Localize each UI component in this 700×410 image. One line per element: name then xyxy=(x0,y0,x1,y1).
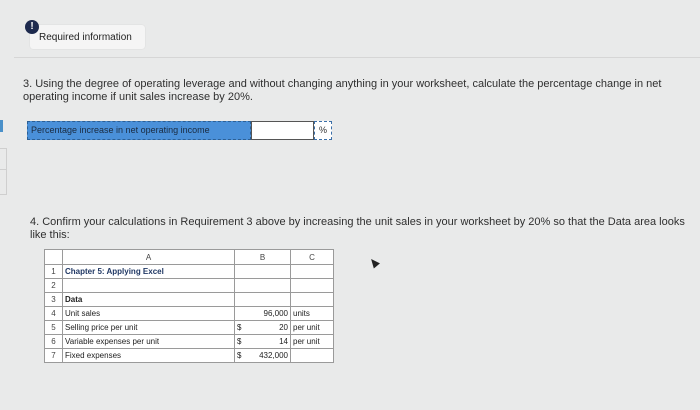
row-number: 7 xyxy=(45,349,63,363)
cell-c: per unit xyxy=(291,335,334,349)
cell-value: 14 xyxy=(279,337,288,346)
sheet-row xyxy=(45,265,334,279)
question-4-text: 4. Confirm your calculations in Requirement 3 above by increasing the unit sales in your worksheet by 20% so that the Data area looks like this: xyxy=(30,216,685,241)
cell-b xyxy=(235,349,291,363)
cell-b xyxy=(235,293,291,307)
cell-a xyxy=(63,279,235,293)
percentage-input[interactable] xyxy=(252,124,313,141)
answer-label: Percentage increase in net operating income xyxy=(27,121,251,140)
cell-value: 432,000 xyxy=(259,351,288,360)
percent-unit: % xyxy=(314,121,332,140)
cell-c: per unit xyxy=(291,321,334,335)
cell-a: Unit sales xyxy=(63,307,235,321)
cell-c xyxy=(291,349,334,363)
row-number: 4 xyxy=(45,307,63,321)
cell-value: 96,000 xyxy=(263,309,288,318)
sheet-row xyxy=(45,293,334,307)
sheet-row xyxy=(45,279,334,293)
column-header-a: A xyxy=(63,250,235,265)
mouse-cursor-icon xyxy=(368,256,380,268)
sheet-row xyxy=(45,349,334,363)
cell-a: Chapter 5: Applying Excel xyxy=(63,265,235,279)
cell-a: Data xyxy=(63,293,235,307)
corner-cell xyxy=(45,250,63,265)
section-divider xyxy=(14,57,700,58)
row-number: 1 xyxy=(45,265,63,279)
column-header-row xyxy=(45,250,334,265)
row-number: 2 xyxy=(45,279,63,293)
currency-symbol: $ xyxy=(237,351,242,360)
column-header-b: B xyxy=(235,250,291,265)
side-tab-1 xyxy=(0,148,7,170)
row-number: 6 xyxy=(45,335,63,349)
cell-c: units xyxy=(291,307,334,321)
cell-b xyxy=(235,279,291,293)
spreadsheet-data-area xyxy=(44,249,334,363)
row-number: 3 xyxy=(45,293,63,307)
currency-symbol: $ xyxy=(237,337,242,346)
cell-b xyxy=(235,335,291,349)
row-number: 5 xyxy=(45,321,63,335)
cell-c xyxy=(291,279,334,293)
cell-a: Selling price per unit xyxy=(63,321,235,335)
answer-marker xyxy=(0,120,3,132)
column-header-c: C xyxy=(291,250,334,265)
cell-b xyxy=(235,321,291,335)
required-info-label: Required information xyxy=(39,32,132,43)
answer-input-cell[interactable] xyxy=(251,121,314,140)
cell-c xyxy=(291,293,334,307)
cell-c xyxy=(291,265,334,279)
sheet-row xyxy=(45,335,334,349)
cell-b xyxy=(235,265,291,279)
side-tab-2 xyxy=(0,168,7,195)
cell-a: Fixed expenses xyxy=(63,349,235,363)
sheet-row xyxy=(45,307,334,321)
cell-value: 20 xyxy=(279,323,288,332)
question-3-text: 3. Using the degree of operating leverage and without changing anything in your worksheet, calculate the percentage change in net operating income if unit sales increase by 20%. xyxy=(23,78,662,103)
sheet-row xyxy=(45,321,334,335)
currency-symbol: $ xyxy=(237,323,242,332)
cell-b xyxy=(235,307,291,321)
info-icon: ! xyxy=(25,20,39,34)
cell-a: Variable expenses per unit xyxy=(63,335,235,349)
